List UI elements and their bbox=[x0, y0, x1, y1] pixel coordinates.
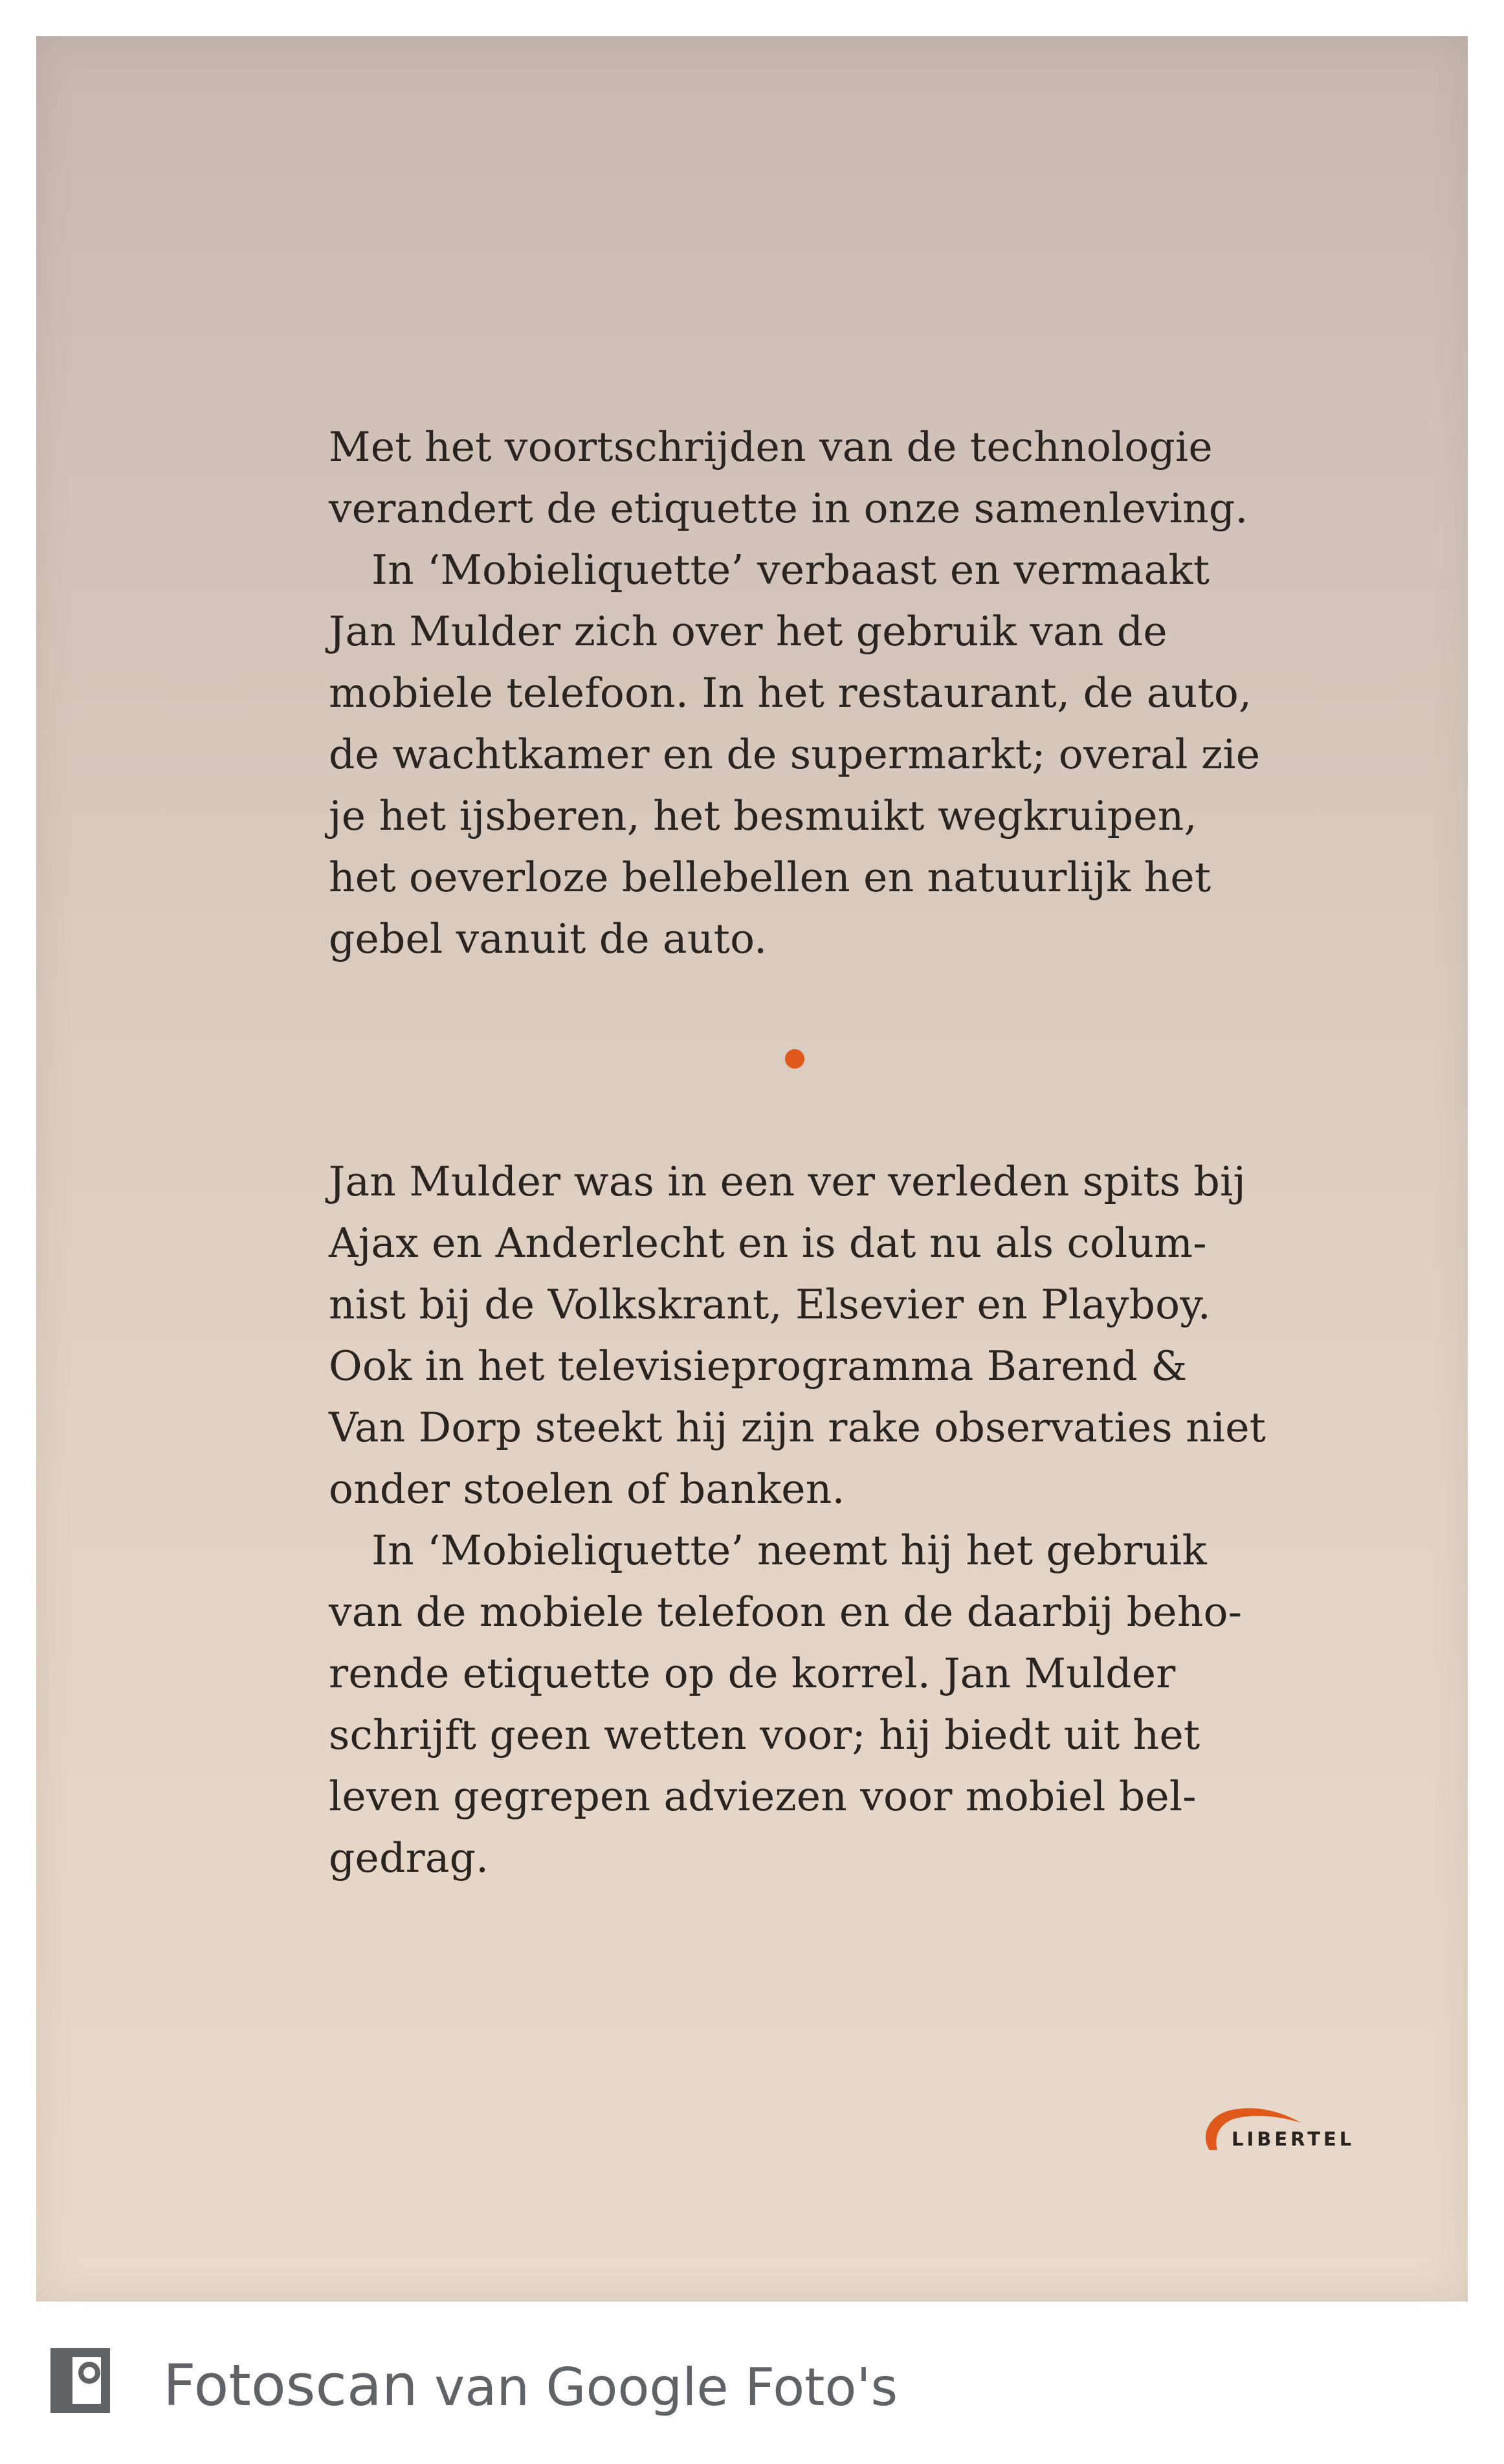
author-text bbox=[329, 1151, 1287, 1889]
text-line: Met het voortschrijden van de technologie bbox=[329, 423, 1213, 471]
text-line: verandert de etiquette in onze samenleving. bbox=[329, 485, 1248, 532]
text-line: het oeverloze bellebellen en natuurlijk het bbox=[329, 854, 1211, 901]
text-line: Jan Mulder was in een ver verleden spits bij bbox=[329, 1158, 1246, 1205]
footer-product: Fotoscan bbox=[163, 2352, 418, 2419]
intro-text bbox=[329, 416, 1287, 970]
text-line: nist bij de Volkskrant, Elsevier en Playboy. bbox=[329, 1281, 1211, 1328]
text-line: leven gegrepen adviezen voor mobiel bel- bbox=[329, 1773, 1197, 1820]
footer-credit bbox=[163, 2352, 898, 2419]
text-line: In ‘Mobieliquette’ neemt hij het gebruik bbox=[371, 1527, 1207, 1574]
text-line: schrijft geen wetten voor; hij biedt uit het bbox=[329, 1711, 1200, 1759]
photoscan-icon bbox=[47, 2344, 114, 2417]
publisher-logo bbox=[1198, 2101, 1366, 2153]
book-back-cover bbox=[36, 36, 1468, 2302]
text-line: gedrag. bbox=[329, 1834, 489, 1881]
text-line: Jan Mulder zich over het gebruik van de bbox=[329, 608, 1167, 655]
text-line: je het ijsberen, het besmuikt wegkruipen, bbox=[329, 792, 1197, 839]
text-line: Van Dorp steekt hij zijn rake observaties niet bbox=[329, 1404, 1266, 1451]
text-line: Ajax en Anderlecht en is dat nu als colum- bbox=[329, 1219, 1207, 1267]
text-line: gebel vanuit de auto. bbox=[329, 915, 768, 962]
text-line: rende etiquette op de korrel. Jan Mulder bbox=[329, 1650, 1176, 1697]
text-line: mobiele telefoon. In het restaurant, de auto, bbox=[329, 669, 1252, 716]
publisher-name: LIBERTEL bbox=[1232, 2128, 1355, 2150]
text-line: In ‘Mobieliquette’ verbaast en vermaakt bbox=[371, 546, 1210, 594]
text-line: de wachtkamer en de supermarkt; overal zie bbox=[329, 731, 1261, 778]
footer-suffix: van Google Foto's bbox=[417, 2357, 898, 2417]
separator-dot bbox=[785, 1049, 804, 1069]
text-line: van de mobiele telefoon en de daarbij beho- bbox=[329, 1588, 1243, 1636]
photoscan-footer bbox=[0, 2302, 1504, 2464]
text-line: onder stoelen of banken. bbox=[329, 1465, 845, 1513]
text-line: Ook in het televisieprogramma Barend & bbox=[329, 1342, 1188, 1390]
